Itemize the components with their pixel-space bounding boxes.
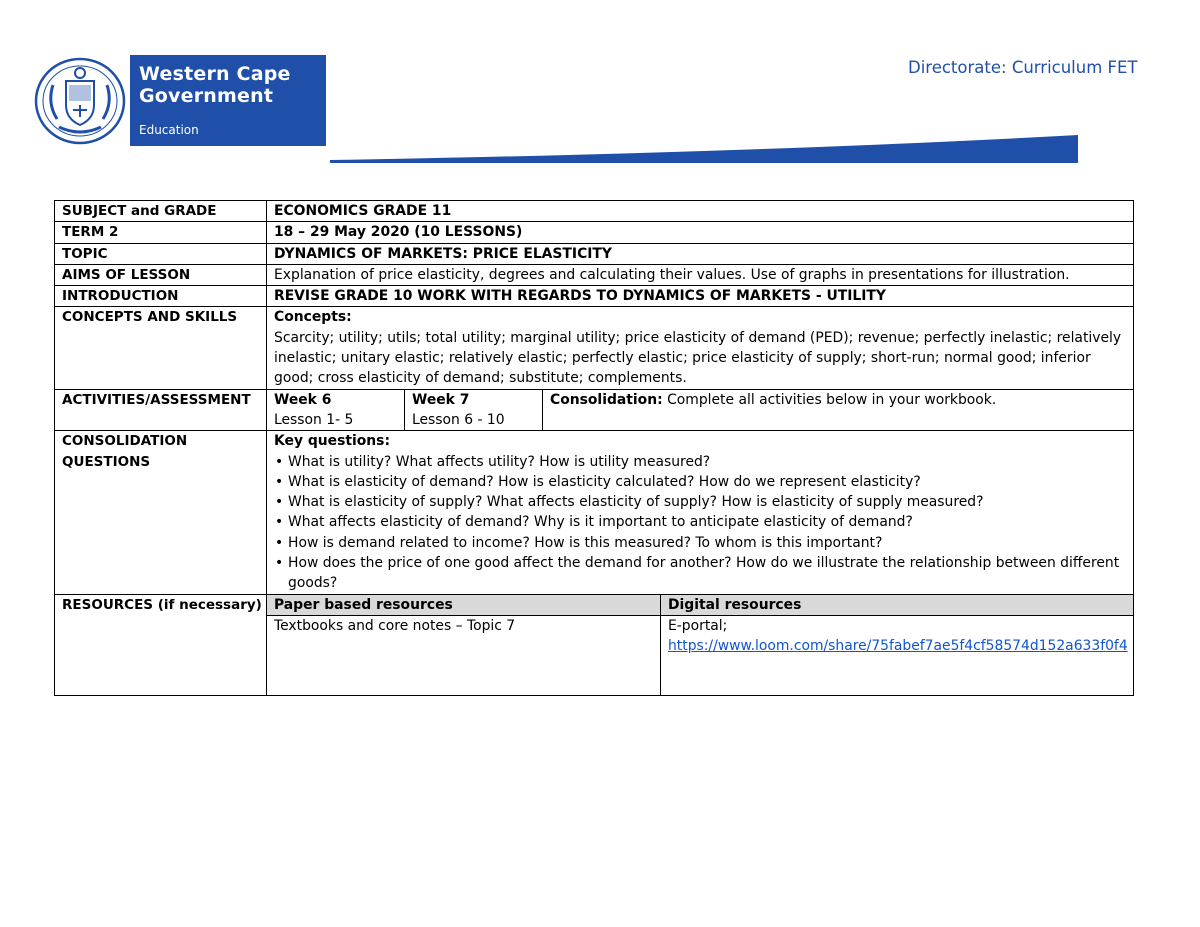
digital-resources-value bbox=[661, 615, 1134, 695]
subject-value: ECONOMICS GRADE 11 bbox=[267, 201, 1134, 222]
consolidation-text: Complete all activities below in your workbook. bbox=[662, 391, 997, 408]
subject-label: SUBJECT and GRADE bbox=[55, 201, 267, 222]
week6-cell bbox=[267, 389, 405, 431]
row-concepts bbox=[55, 307, 1134, 389]
logo-wordmark bbox=[130, 55, 326, 146]
row-term bbox=[55, 222, 1134, 243]
question-item: • What is elasticity of supply? What affects elasticity of supply? How is elasticity of supply measured? bbox=[274, 492, 1129, 512]
row-introduction bbox=[55, 286, 1134, 307]
questions-heading: Key questions: bbox=[274, 433, 391, 450]
consolidation-label: Consolidation: bbox=[550, 391, 663, 408]
row-subject bbox=[55, 201, 1134, 222]
topic-value: DYNAMICS OF MARKETS: PRICE ELASTICITY bbox=[267, 243, 1134, 264]
week7-lessons: Lesson 6 - 10 bbox=[412, 411, 505, 428]
question-item: • How does the price of one good affect the demand for another? How do we illustrate the relationship between different goods? bbox=[274, 553, 1129, 594]
concepts-heading: Concepts: bbox=[274, 309, 352, 326]
activities-label: ACTIVITIES/ASSESSMENT bbox=[55, 389, 267, 431]
question-item: • What affects elasticity of demand? Why is it important to anticipate elasticity of demand? bbox=[274, 512, 1129, 532]
week7-cell bbox=[405, 389, 543, 431]
logo-text-line1: Western Cape bbox=[139, 63, 291, 85]
paper-resources-header: Paper based resources bbox=[267, 594, 661, 615]
term-label: TERM 2 bbox=[55, 222, 267, 243]
week7-title: Week 7 bbox=[412, 391, 470, 408]
topic-label: TOPIC bbox=[55, 243, 267, 264]
concepts-cell bbox=[267, 307, 1134, 389]
eportal-label: E-portal; bbox=[668, 617, 728, 634]
question-item: • How is demand related to income? How is this measured? To whom is this important? bbox=[274, 533, 1129, 553]
row-topic bbox=[55, 243, 1134, 264]
introduction-label: INTRODUCTION bbox=[55, 286, 267, 307]
aims-label: AIMS OF LESSON bbox=[55, 264, 267, 285]
paper-resources-value: Textbooks and core notes – Topic 7 bbox=[267, 615, 661, 695]
week6-lessons: Lesson 1- 5 bbox=[274, 411, 354, 428]
question-item: • What is elasticity of demand? How is elasticity calculated? How do we represent elasticity? bbox=[274, 472, 1129, 492]
row-resources-header bbox=[55, 594, 1134, 615]
lesson-plan-table bbox=[54, 200, 1134, 696]
question-item: • What is utility? What affects utility? How is utility measured? bbox=[274, 452, 1129, 472]
row-activities bbox=[55, 389, 1134, 431]
week6-title: Week 6 bbox=[274, 391, 332, 408]
digital-resources-header: Digital resources bbox=[661, 594, 1134, 615]
term-value: 18 – 29 May 2020 (10 LESSONS) bbox=[267, 222, 1134, 243]
questions-cell bbox=[267, 431, 1134, 594]
questions-label: CONSOLIDATION QUESTIONS bbox=[55, 431, 267, 594]
row-questions bbox=[55, 431, 1134, 594]
coat-of-arms-icon bbox=[33, 55, 130, 146]
questions-list bbox=[274, 452, 1129, 594]
header-swoosh bbox=[330, 135, 1078, 163]
aims-value: Explanation of price elasticity, degrees and calculating their values. Use of graphs in presentations for illustration. bbox=[267, 264, 1134, 285]
consolidation-cell bbox=[543, 389, 1134, 431]
introduction-value: REVISE GRADE 10 WORK WITH REGARDS TO DYNAMICS OF MARKETS - UTILITY bbox=[267, 286, 1134, 307]
row-aims bbox=[55, 264, 1134, 285]
logo-text-line3: Education bbox=[139, 123, 199, 137]
directorate-label: Directorate: Curriculum FET bbox=[908, 58, 1138, 77]
wcg-logo bbox=[33, 55, 326, 146]
concepts-list: Scarcity; utility; utils; total utility; marginal utility; price elasticity of demand (PED); revenue; perfectly inelastic; relatively inelastic; unitary elastic; relatively elastic; perfectly elastic; price elasticity of supply; short-run; normal good; inferior good; cross elasticity of demand; substitute; complements. bbox=[274, 329, 1122, 387]
concepts-label: CONCEPTS AND SKILLS bbox=[55, 307, 267, 389]
logo-text-line2: Government bbox=[139, 85, 274, 107]
loom-link[interactable]: https://www.loom.com/share/75fabef7ae5f4cf58574d152a633f0f4 bbox=[668, 638, 1128, 655]
resources-label: RESOURCES (if necessary) bbox=[55, 594, 267, 695]
